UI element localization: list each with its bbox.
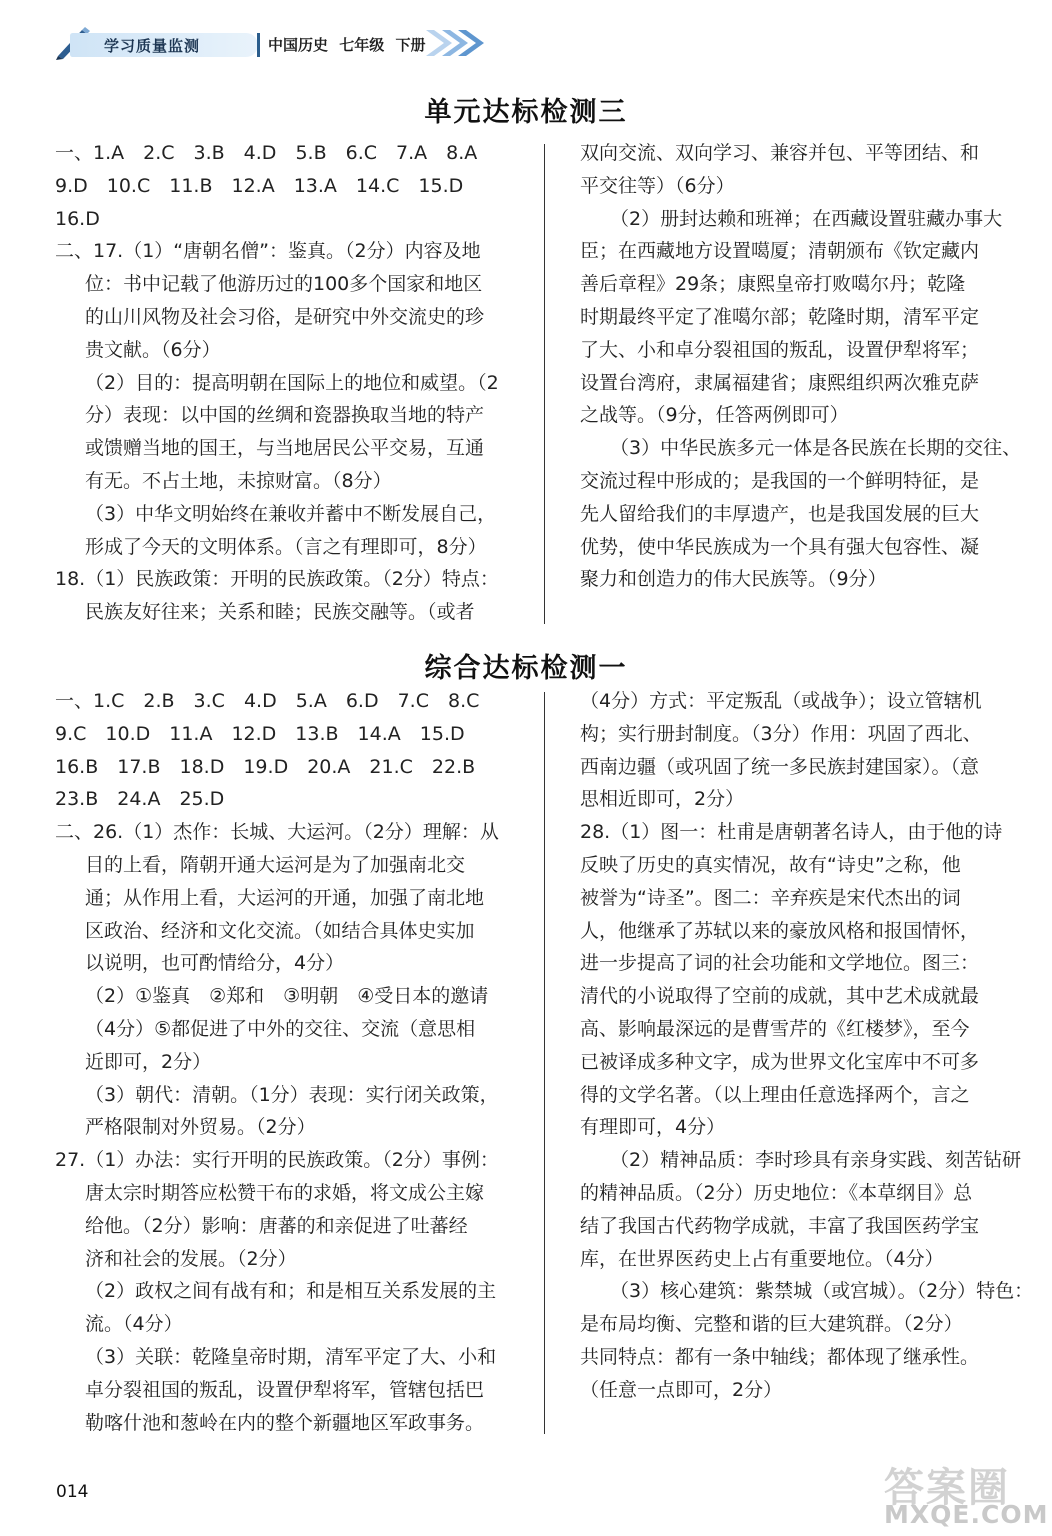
answer-line: 西南边疆（或巩固了统一多民族封建国家）。（意 bbox=[580, 755, 980, 778]
answer-line: 27.（1）办法：实行开明的民族政策。（2分）事例： bbox=[55, 1149, 499, 1172]
answer-line: 设置台湾府，隶属福建省；康熙组织两次雅克萨 bbox=[580, 371, 980, 394]
answer-line: 有无。不占土地，未掠财富。（8分） bbox=[85, 469, 392, 492]
answer-line: 人，他继承了苏轼以来的豪放风格和报国情怀， bbox=[580, 919, 980, 942]
answer-line: （3）中华民族多元一体是各民族在长期的交往、 bbox=[610, 437, 1022, 460]
header-tag bbox=[70, 33, 258, 57]
answer-line: 构；实行册封制度。（3分）作用：巩固了西北、 bbox=[580, 722, 982, 745]
watermark-logo: 答案圈 bbox=[884, 1465, 1010, 1511]
answer-line: （3）中华文明始终在兼收并蓄中不断发展自己， bbox=[85, 502, 497, 525]
section-title: 综合达标检测一 bbox=[424, 653, 628, 684]
header-tag-text: 学习质量监测 bbox=[104, 37, 201, 55]
answer-line: （3）核心建筑：紫禁城（或宫城）。（2分）特色： bbox=[610, 1280, 1034, 1303]
answer-line: 优势，使中华民族成为一个具有强大包容性、凝 bbox=[580, 535, 980, 558]
answer-line: 一、1.C 2.B 3.C 4.D 5.A 6.D 7.C 8.C bbox=[55, 690, 480, 712]
answer-column-left bbox=[55, 685, 499, 1439]
answer-line: 位：书中记载了他游历过的100多个国家和地区 bbox=[85, 273, 483, 296]
watermark-url: MXQE.COM bbox=[884, 1500, 1049, 1529]
chevron-right-icon bbox=[424, 26, 494, 60]
answer-line: 善后章程》29条；康熙皇帝打败噶尔丹；乾隆 bbox=[580, 273, 966, 296]
answer-line: 严格限制对外贸易。（2分） bbox=[85, 1116, 316, 1139]
answer-line: 的山川风物及社会习俗，是研究中外交流史的珍 bbox=[85, 305, 485, 328]
answer-line: 双向交流、双向学习、兼容并包、平等团结、和 bbox=[580, 142, 980, 164]
column-divider bbox=[544, 692, 545, 1434]
answer-line: 是布局均衡、完整和谐的巨大建筑群。（2分） bbox=[580, 1313, 963, 1336]
section-title: 单元达标检测三 bbox=[424, 97, 628, 128]
answer-line: 平交往等）（6分） bbox=[580, 174, 735, 197]
answer-line: 已被译成多种文字，成为世界文化宝库中不可多 bbox=[580, 1050, 980, 1073]
answer-line: 民族友好往来；关系和睦；民族交融等。（或者 bbox=[85, 601, 475, 624]
answer-column-right bbox=[580, 685, 1033, 1407]
column-divider bbox=[544, 144, 545, 624]
answer-line: 一、1.A 2.C 3.B 4.D 5.B 6.C 7.A 8.A bbox=[55, 142, 478, 164]
answer-line: 近即可，2分） bbox=[85, 1050, 212, 1073]
page-number: 014 bbox=[56, 1482, 89, 1502]
answer-line: 贵文献。（6分） bbox=[85, 338, 221, 361]
answer-line: 分）表现：以中国的丝绸和瓷器换取当地的特产 bbox=[85, 404, 485, 427]
answer-line: 通；从作用上看，大运河的开通，加强了南北地 bbox=[85, 886, 485, 909]
answer-line: 形成了今天的文明体系。（言之有理即可，8分） bbox=[85, 535, 487, 558]
answer-line: 以说明，也可酌情给分，4分） bbox=[85, 952, 345, 975]
answer-line: 唐太宗时期答应松赞干布的求婚，将文成公主嫁 bbox=[85, 1181, 485, 1204]
answer-line: 勒喀什池和葱岭在内的整个新疆地区军政事务。 bbox=[85, 1411, 485, 1434]
answer-line: 清代的小说取得了空前的成就，其中艺术成就最 bbox=[580, 985, 980, 1008]
answer-line: 共同特点：都有一条中轴线；都体现了继承性。 bbox=[580, 1345, 980, 1368]
answer-line: 思相近即可，2分） bbox=[580, 788, 745, 811]
answer-line: （3）关联：乾隆皇帝时期，清军平定了大、小和 bbox=[85, 1345, 497, 1368]
answer-line: 18.（1）民族政策：开明的民族政策。（2分）特点： bbox=[55, 568, 499, 591]
answer-line: 二、26.（1）杰作：长城、大运河。（2分）理解：从 bbox=[55, 821, 499, 844]
answer-line: 16.D bbox=[55, 207, 100, 230]
answer-line: 二、17.（1）“唐朝名僧”：鉴真。（2分）内容及地 bbox=[55, 240, 481, 263]
answer-line: 28.（1）图一：杜甫是唐朝著名诗人，由于他的诗 bbox=[580, 821, 1003, 844]
answer-line: 23.B 24.A 25.D bbox=[55, 788, 225, 811]
answer-line: 库，在世界医药史上占有重要地位。（4分） bbox=[580, 1247, 944, 1270]
answer-line: （2）政权之间有战有和；和是相互关系发展的主 bbox=[85, 1280, 497, 1303]
answer-line: 的精神品质。（2分）历史地位：《本草纲目》总 bbox=[580, 1181, 973, 1204]
answer-line: 卓分裂祖国的叛乱，设置伊犁将军，管辖包括巴 bbox=[85, 1378, 485, 1401]
answer-line: 进一步提高了词的社会功能和文学地位。图三： bbox=[580, 952, 980, 975]
answer-line: 或馈赠当地的国王，与当地居民公平交易，互通 bbox=[85, 437, 485, 460]
answer-column-right bbox=[580, 137, 1021, 596]
answer-line: （2）目的：提高明朝在国际上的地位和威望。（2 bbox=[85, 371, 499, 394]
answer-line: （2）①鉴真 ②郑和 ③明朝 ④受日本的邀请 bbox=[85, 985, 489, 1008]
answer-line: 有理即可，4分） bbox=[580, 1116, 726, 1139]
answer-line: 给他。（2分）影响：唐蕃的和亲促进了吐蕃经 bbox=[85, 1214, 468, 1237]
answer-column-left bbox=[55, 137, 499, 629]
answer-line: 交流过程中形成的；是我国的一个鲜明特征，是 bbox=[580, 469, 980, 492]
answer-line: 聚力和创造力的伟大民族等。（9分） bbox=[580, 568, 887, 591]
answer-line: 16.B 17.B 18.D 19.D 20.A 21.C 22.B bbox=[55, 755, 476, 778]
answer-line: 了大、小和卓分裂祖国的叛乱，设置伊犁将军； bbox=[580, 338, 980, 361]
answer-line: 结了我国古代药物学成就，丰富了我国医药学宝 bbox=[580, 1214, 980, 1237]
answer-line: 先人留给我们的丰厚遗产，也是我国发展的巨大 bbox=[580, 502, 980, 525]
answer-line: 9.C 10.D 11.A 12.D 13.B 14.A 15.D bbox=[55, 722, 465, 745]
answer-line: 高、影响最深远的是曹雪芹的《红楼梦》，至今 bbox=[580, 1017, 970, 1040]
answer-line: 9.D 10.C 11.B 12.A 13.A 14.C 15.D bbox=[55, 174, 464, 197]
answer-line: （2）精神品质：李时珍具有亲身实践、刻苦钻研 bbox=[610, 1149, 1022, 1172]
answer-line: 区政治、经济和文化交流。（如结合具体史实加 bbox=[85, 919, 475, 942]
answer-line: （4分）方式：平定叛乱（或战争）；设立管辖机 bbox=[580, 690, 982, 712]
answer-line: 被誉为“诗圣”。图二：辛弃疾是宋代杰出的词 bbox=[580, 886, 961, 909]
header-divider bbox=[257, 33, 260, 57]
answer-line: （3）朝代：清朝。（1分）表现：实行闭关政策， bbox=[85, 1083, 499, 1106]
answer-line: 济和社会的发展。（2分） bbox=[85, 1247, 297, 1270]
answer-line: 得的文学名著。（以上理由任意选择两个，言之 bbox=[580, 1083, 970, 1106]
answer-line: （4分）⑤都促进了中外的交往、交流（意思相 bbox=[85, 1017, 476, 1040]
answer-line: 反映了历史的真实情况，故有“诗史”之称，他 bbox=[580, 853, 961, 876]
answer-line: （任意一点即可，2分） bbox=[580, 1378, 783, 1401]
answer-line: 目的上看，隋朝开通大运河是为了加强南北交 bbox=[85, 853, 466, 876]
answer-line: 之战等。（9分，任答两例即可） bbox=[580, 404, 849, 427]
header-subtitle: 中国历史 七年级 下册 bbox=[268, 36, 426, 54]
answer-line: 流。（4分） bbox=[85, 1313, 183, 1336]
answer-line: （2）册封达赖和班禅；在西藏设置驻藏办事大 bbox=[610, 207, 1003, 230]
answer-line: 时期最终平定了准噶尔部；乾隆时期，清军平定 bbox=[580, 305, 980, 328]
answer-line: 臣；在西藏地方设置噶厦；清朝颁布《钦定藏内 bbox=[580, 240, 980, 263]
